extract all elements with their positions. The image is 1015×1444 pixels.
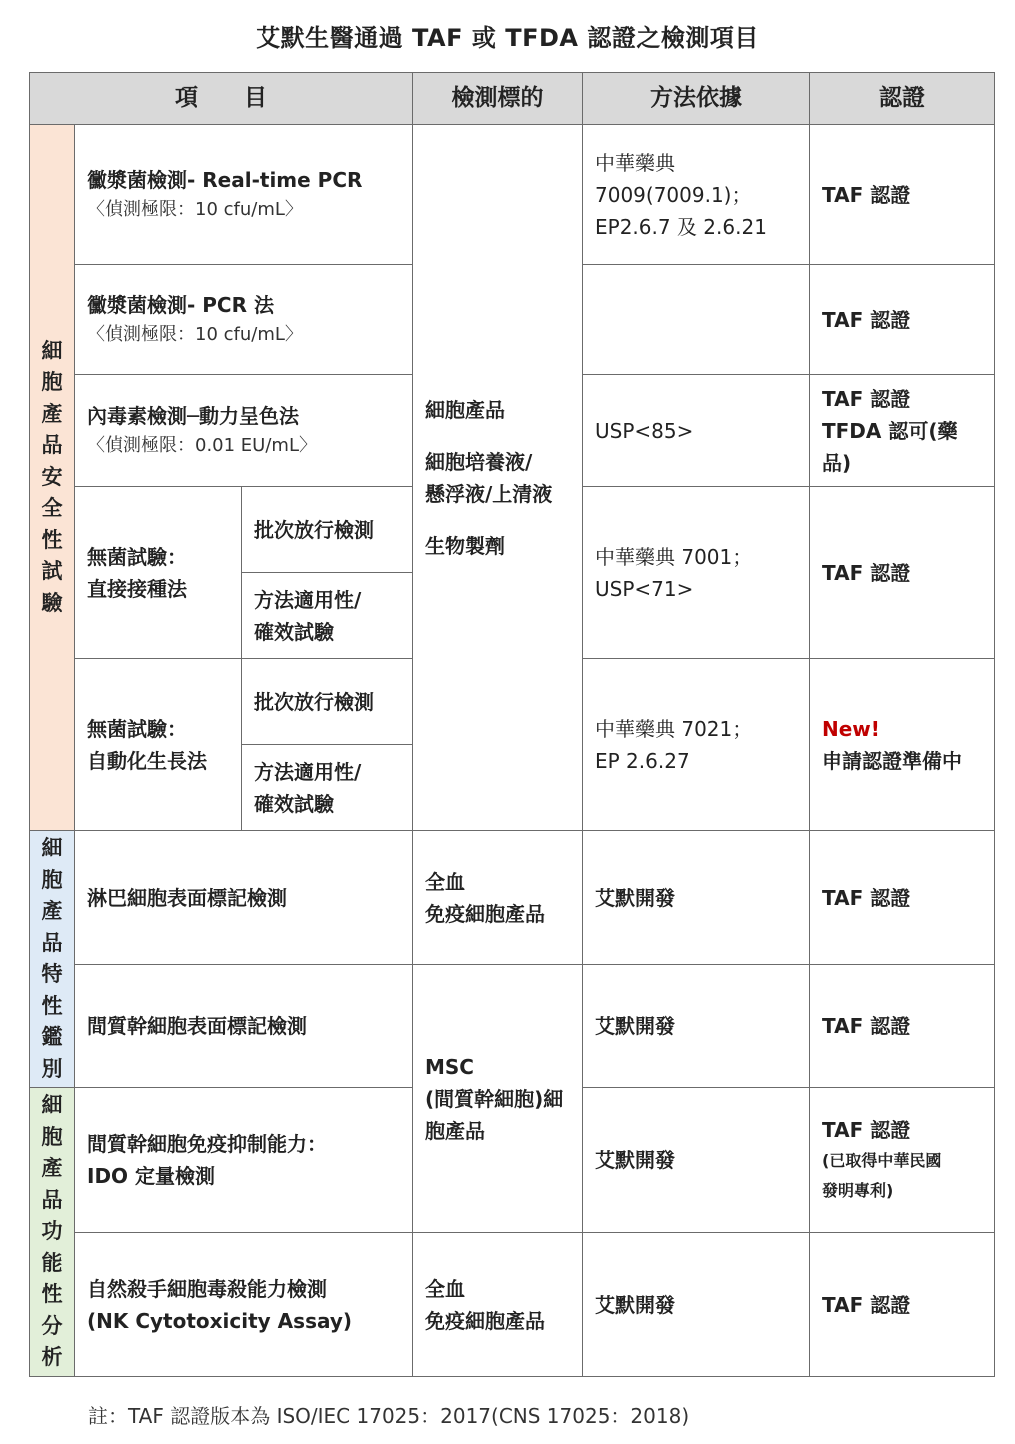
- item-cell: 無菌試驗： 直接接種法: [75, 487, 242, 659]
- table-row: [30, 831, 995, 965]
- item-cell: [75, 125, 413, 265]
- table-row: [30, 125, 995, 265]
- cert-cell: TAF 認證 TFDA 認可(藥品): [810, 375, 995, 487]
- method-cell: USP<85>: [583, 375, 810, 487]
- item-cell: 無菌試驗： 自動化生長法: [75, 659, 242, 831]
- new-badge: New!: [822, 716, 880, 741]
- cert-cell: TAF 認證: [810, 265, 995, 375]
- method-cell: 中華藥典 7009(7009.1)； EP2.6.7 及 2.6.21: [583, 125, 810, 265]
- target-cell: 細胞產品 細胞培養液/ 懸浮液/上清液 生物製劑: [413, 125, 583, 831]
- cert-cell: TAF 認證: [810, 831, 995, 965]
- item-cell: 間質幹細胞免疫抑制能力： IDO 定量檢測: [75, 1088, 413, 1233]
- item-limit: 〈偵測極限：10 cfu/mL〉: [87, 199, 303, 221]
- header-row: [30, 73, 995, 125]
- cert-cell: TAF 認證: [810, 1233, 995, 1377]
- sub-item-cell: 方法適用性/ 確效試驗: [242, 573, 413, 659]
- certification-table: [29, 72, 995, 1377]
- footnote: 註：TAF 認證版本為 ISO/IEC 17025：2017(CNS 17025：2018): [88, 1404, 690, 1428]
- cert-cell: TAF 認證: [810, 487, 995, 659]
- category-function: 細 胞 產 品 功 能 性 分 析: [30, 1088, 75, 1377]
- item-cell: 內毒素檢測─動力呈色法 〈偵測極限：0.01 EU/mL〉: [75, 375, 413, 487]
- category-identification: 細 胞 產 品 特 性 鑑 別: [30, 831, 75, 1088]
- method-cell: 中華藥典 7021； EP 2.6.27: [583, 659, 810, 831]
- item-cell: 自然殺手細胞毒殺能力檢測 (NK Cytotoxicity Assay): [75, 1233, 413, 1377]
- table-row: [30, 965, 995, 1088]
- item-name: 黴漿菌檢測- Real-time PCR: [87, 168, 363, 193]
- cert-cell: TAF 認證 (已取得中華民國 發明專利): [810, 1088, 995, 1233]
- sub-item-cell: 批次放行檢測: [242, 487, 413, 573]
- method-cell: 中華藥典 7001； USP<71>: [583, 487, 810, 659]
- table-row: [30, 1233, 995, 1377]
- header-cert: 認證: [810, 73, 995, 125]
- method-cell: 艾默開發: [583, 831, 810, 965]
- header-method: 方法依據: [583, 73, 810, 125]
- target-cell: MSC (間質幹細胞)細 胞產品: [413, 965, 583, 1233]
- item-cell: 黴漿菌檢測- PCR 法 〈偵測極限：10 cfu/mL〉: [75, 265, 413, 375]
- method-cell: [583, 265, 810, 375]
- method-cell: 艾默開發: [583, 965, 810, 1088]
- category-safety: 細 胞 產 品 安 全 性 試 驗: [30, 125, 75, 831]
- target-cell: 全血 免疫細胞產品: [413, 1233, 583, 1377]
- method-cell: 艾默開發: [583, 1233, 810, 1377]
- sub-item-cell: 批次放行檢測: [242, 659, 413, 745]
- item-cell: 間質幹細胞表面標記檢測: [75, 965, 413, 1088]
- page-title: 艾默生醫通過 TAF 或 TFDA 認證之檢測項目: [256, 24, 759, 52]
- item-cell: 淋巴細胞表面標記檢測: [75, 831, 413, 965]
- header-item: 項 目: [30, 73, 413, 125]
- sub-item-cell: 方法適用性/ 確效試驗: [242, 745, 413, 831]
- method-cell: 艾默開發: [583, 1088, 810, 1233]
- cert-cell: New! 申請認證準備中: [810, 659, 995, 831]
- header-target: 檢測標的: [413, 73, 583, 125]
- cert-cell: TAF 認證: [810, 965, 995, 1088]
- cert-cell: TAF 認證: [810, 125, 995, 265]
- target-cell: 全血 免疫細胞產品: [413, 831, 583, 965]
